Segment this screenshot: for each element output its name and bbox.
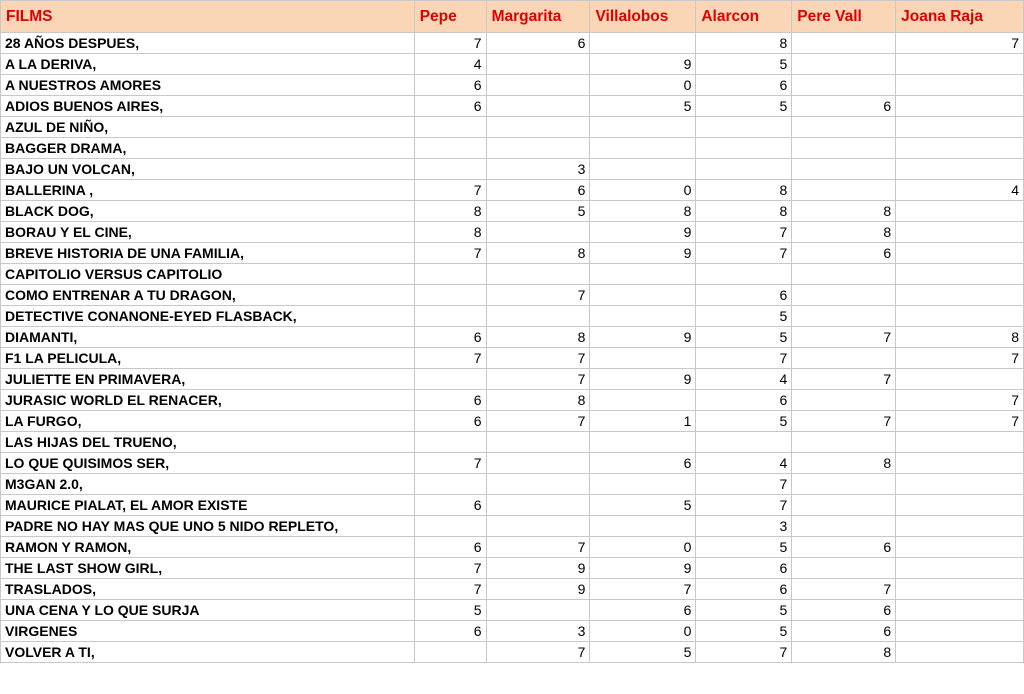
score-cell[interactable] [590, 348, 696, 369]
score-cell[interactable]: 7 [486, 285, 590, 306]
score-cell[interactable]: 5 [590, 495, 696, 516]
header-row [1, 1, 1024, 33]
score-cell[interactable]: 6 [696, 558, 792, 579]
table-row [1, 285, 1024, 306]
table-row [1, 117, 1024, 138]
score-cell[interactable]: 9 [590, 327, 696, 348]
score-cell[interactable]: 6 [696, 579, 792, 600]
score-cell[interactable] [792, 75, 896, 96]
score-cell[interactable] [896, 159, 1024, 180]
score-cell[interactable] [792, 558, 896, 579]
score-cell[interactable]: 6 [792, 537, 896, 558]
score-cell[interactable] [486, 117, 590, 138]
score-cell[interactable] [414, 642, 486, 663]
score-cell[interactable] [486, 75, 590, 96]
score-cell[interactable]: 3 [486, 159, 590, 180]
film-title-cell[interactable]: DETECTIVE CONANONE-EYED FLASBACK, [1, 306, 415, 327]
score-cell[interactable]: 6 [414, 327, 486, 348]
score-cell[interactable] [792, 432, 896, 453]
film-title-cell[interactable]: COMO ENTRENAR A TU DRAGON, [1, 285, 415, 306]
score-cell[interactable]: 8 [792, 201, 896, 222]
table-row [1, 579, 1024, 600]
header-cell-films[interactable]: FILMS [1, 1, 415, 33]
score-cell[interactable]: 7 [792, 579, 896, 600]
table-row [1, 327, 1024, 348]
table-row [1, 537, 1024, 558]
score-cell[interactable]: 4 [696, 369, 792, 390]
score-cell[interactable] [414, 285, 486, 306]
film-title-cell[interactable]: AZUL DE NIÑO, [1, 117, 415, 138]
score-cell[interactable]: 6 [696, 285, 792, 306]
score-cell[interactable]: 0 [590, 537, 696, 558]
score-cell[interactable]: 5 [696, 600, 792, 621]
score-cell[interactable] [896, 579, 1024, 600]
score-cell[interactable] [896, 54, 1024, 75]
header-cell-joana-raja[interactable]: Joana Raja [896, 1, 1024, 33]
score-cell[interactable] [486, 432, 590, 453]
score-cell[interactable] [486, 264, 590, 285]
score-cell[interactable]: 5 [696, 411, 792, 432]
score-cell[interactable]: 7 [696, 222, 792, 243]
score-cell[interactable] [486, 306, 590, 327]
film-title-cell[interactable]: JULIETTE EN PRIMAVERA, [1, 369, 415, 390]
score-cell[interactable]: 3 [486, 621, 590, 642]
table-row [1, 243, 1024, 264]
film-title-cell[interactable]: A LA DERIVA, [1, 54, 415, 75]
score-cell[interactable] [590, 306, 696, 327]
score-cell[interactable] [896, 222, 1024, 243]
score-cell[interactable] [414, 516, 486, 537]
table-row [1, 474, 1024, 495]
header-cell-pere-vall[interactable]: Pere Vall [792, 1, 896, 33]
table-row [1, 75, 1024, 96]
score-cell[interactable]: 6 [696, 390, 792, 411]
score-cell[interactable]: 6 [792, 621, 896, 642]
score-cell[interactable] [896, 516, 1024, 537]
score-cell[interactable] [414, 138, 486, 159]
score-cell[interactable]: 8 [896, 327, 1024, 348]
score-cell[interactable]: 4 [896, 180, 1024, 201]
table-row [1, 348, 1024, 369]
score-cell[interactable] [590, 432, 696, 453]
score-cell[interactable] [696, 138, 792, 159]
score-cell[interactable]: 7 [896, 390, 1024, 411]
score-cell[interactable] [486, 600, 590, 621]
score-cell[interactable]: 7 [414, 180, 486, 201]
score-cell[interactable] [414, 306, 486, 327]
score-cell[interactable]: 6 [414, 75, 486, 96]
table-row [1, 642, 1024, 663]
score-cell[interactable]: 7 [486, 348, 590, 369]
film-title-cell[interactable]: BLACK DOG, [1, 201, 415, 222]
score-cell[interactable]: 7 [486, 642, 590, 663]
table-row [1, 222, 1024, 243]
table-row [1, 264, 1024, 285]
score-cell[interactable]: 6 [792, 96, 896, 117]
score-cell[interactable]: 7 [414, 33, 486, 54]
score-cell[interactable]: 7 [414, 558, 486, 579]
film-title-cell[interactable]: LO QUE QUISIMOS SER, [1, 453, 415, 474]
score-cell[interactable]: 9 [590, 558, 696, 579]
score-cell[interactable] [486, 138, 590, 159]
score-cell[interactable]: 6 [414, 537, 486, 558]
score-cell[interactable] [486, 474, 590, 495]
score-cell[interactable] [792, 348, 896, 369]
score-cell[interactable] [414, 159, 486, 180]
film-title-cell[interactable]: LA FURGO, [1, 411, 415, 432]
film-title-cell[interactable]: JURASIC WORLD EL RENACER, [1, 390, 415, 411]
score-cell[interactable]: 7 [792, 411, 896, 432]
score-cell[interactable] [792, 54, 896, 75]
score-cell[interactable]: 5 [696, 54, 792, 75]
score-cell[interactable]: 7 [414, 243, 486, 264]
score-cell[interactable]: 7 [414, 579, 486, 600]
score-cell[interactable]: 0 [590, 75, 696, 96]
table-row [1, 600, 1024, 621]
film-title-cell[interactable]: DIAMANTI, [1, 327, 415, 348]
score-cell[interactable] [896, 369, 1024, 390]
score-cell[interactable]: 8 [486, 243, 590, 264]
score-cell[interactable]: 7 [486, 537, 590, 558]
score-cell[interactable] [896, 600, 1024, 621]
film-title-cell[interactable]: BAGGER DRAMA, [1, 138, 415, 159]
score-cell[interactable] [896, 201, 1024, 222]
table-row [1, 411, 1024, 432]
score-cell[interactable]: 5 [590, 96, 696, 117]
score-cell[interactable]: 5 [486, 201, 590, 222]
score-cell[interactable]: 8 [590, 201, 696, 222]
film-title-cell[interactable]: UNA CENA Y LO QUE SURJA [1, 600, 415, 621]
score-cell[interactable] [486, 453, 590, 474]
film-title-cell[interactable]: BALLERINA , [1, 180, 415, 201]
score-cell[interactable]: 7 [696, 474, 792, 495]
table-row [1, 138, 1024, 159]
score-cell[interactable]: 7 [896, 33, 1024, 54]
table-row [1, 369, 1024, 390]
score-cell[interactable]: 5 [590, 642, 696, 663]
score-cell[interactable]: 6 [696, 75, 792, 96]
score-cell[interactable] [896, 621, 1024, 642]
score-cell[interactable]: 7 [896, 348, 1024, 369]
score-cell[interactable] [792, 516, 896, 537]
table-row [1, 390, 1024, 411]
table-row [1, 516, 1024, 537]
score-cell[interactable] [896, 96, 1024, 117]
film-title-cell[interactable]: M3GAN 2.0, [1, 474, 415, 495]
score-cell[interactable] [896, 138, 1024, 159]
score-cell[interactable]: 7 [486, 411, 590, 432]
film-title-cell[interactable]: TRASLADOS, [1, 579, 415, 600]
score-cell[interactable]: 7 [696, 642, 792, 663]
score-cell[interactable]: 7 [590, 579, 696, 600]
score-cell[interactable] [792, 159, 896, 180]
film-title-cell[interactable]: PADRE NO HAY MAS QUE UNO 5 NIDO REPLETO, [1, 516, 415, 537]
score-cell[interactable] [896, 432, 1024, 453]
score-cell[interactable]: 9 [590, 369, 696, 390]
score-cell[interactable]: 9 [590, 222, 696, 243]
score-cell[interactable] [792, 474, 896, 495]
score-cell[interactable]: 4 [696, 453, 792, 474]
score-cell[interactable] [590, 474, 696, 495]
score-cell[interactable] [896, 453, 1024, 474]
score-cell[interactable] [590, 516, 696, 537]
score-cell[interactable] [896, 558, 1024, 579]
score-cell[interactable] [696, 264, 792, 285]
score-cell[interactable] [896, 306, 1024, 327]
score-cell[interactable] [486, 96, 590, 117]
score-cell[interactable]: 8 [486, 327, 590, 348]
score-cell[interactable]: 5 [696, 621, 792, 642]
score-cell[interactable] [896, 75, 1024, 96]
score-cell[interactable]: 7 [792, 369, 896, 390]
table-row [1, 159, 1024, 180]
score-cell[interactable]: 7 [696, 243, 792, 264]
score-cell[interactable] [792, 306, 896, 327]
score-cell[interactable]: 5 [696, 96, 792, 117]
table-row [1, 180, 1024, 201]
table-row [1, 453, 1024, 474]
score-cell[interactable]: 9 [590, 54, 696, 75]
score-cell[interactable]: 6 [414, 621, 486, 642]
score-cell[interactable]: 9 [486, 579, 590, 600]
score-cell[interactable] [486, 495, 590, 516]
film-title-cell[interactable]: VOLVER A TI, [1, 642, 415, 663]
score-cell[interactable] [792, 264, 896, 285]
score-cell[interactable]: 6 [414, 390, 486, 411]
score-cell[interactable]: 9 [486, 558, 590, 579]
score-cell[interactable] [896, 537, 1024, 558]
score-cell[interactable]: 8 [792, 642, 896, 663]
header-cell-alarcon[interactable]: Alarcon [696, 1, 792, 33]
score-cell[interactable] [896, 285, 1024, 306]
score-cell[interactable]: 6 [590, 453, 696, 474]
score-cell[interactable] [486, 54, 590, 75]
score-cell[interactable] [792, 285, 896, 306]
score-cell[interactable]: 3 [696, 516, 792, 537]
score-cell[interactable]: 8 [792, 453, 896, 474]
film-title-cell[interactable]: THE LAST SHOW GIRL, [1, 558, 415, 579]
score-cell[interactable]: 6 [414, 411, 486, 432]
score-cell[interactable]: 8 [696, 33, 792, 54]
score-cell[interactable]: 6 [486, 33, 590, 54]
table-row [1, 306, 1024, 327]
score-cell[interactable] [590, 390, 696, 411]
score-cell[interactable] [896, 243, 1024, 264]
table-row [1, 621, 1024, 642]
film-title-cell[interactable]: VIRGENES [1, 621, 415, 642]
score-cell[interactable]: 6 [414, 495, 486, 516]
table-row [1, 96, 1024, 117]
table-row [1, 33, 1024, 54]
film-title-cell[interactable]: RAMON Y RAMON, [1, 537, 415, 558]
score-cell[interactable] [792, 33, 896, 54]
score-cell[interactable]: 7 [896, 411, 1024, 432]
score-cell[interactable]: 4 [414, 54, 486, 75]
header-cell-villalobos[interactable]: Villalobos [590, 1, 696, 33]
score-cell[interactable] [590, 33, 696, 54]
score-cell[interactable]: 8 [696, 201, 792, 222]
score-cell[interactable]: 7 [486, 369, 590, 390]
score-cell[interactable]: 8 [696, 180, 792, 201]
score-cell[interactable]: 6 [590, 600, 696, 621]
score-cell[interactable] [590, 138, 696, 159]
score-cell[interactable]: 7 [792, 327, 896, 348]
score-cell[interactable] [696, 117, 792, 138]
film-title-cell[interactable]: ADIOS BUENOS AIRES, [1, 96, 415, 117]
table-row [1, 432, 1024, 453]
film-title-cell[interactable]: LAS HIJAS DEL TRUENO, [1, 432, 415, 453]
header-cell-pepe[interactable]: Pepe [414, 1, 486, 33]
table-row [1, 495, 1024, 516]
table-row [1, 558, 1024, 579]
film-title-cell[interactable]: BAJO UN VOLCAN, [1, 159, 415, 180]
score-cell[interactable]: 0 [590, 621, 696, 642]
score-cell[interactable] [792, 138, 896, 159]
film-title-cell[interactable]: 28 AÑOS DESPUES, [1, 33, 415, 54]
score-cell[interactable]: 7 [414, 348, 486, 369]
header-cell-margarita[interactable]: Margarita [486, 1, 590, 33]
score-cell[interactable]: 6 [792, 600, 896, 621]
score-cell[interactable]: 7 [414, 453, 486, 474]
score-cell[interactable] [590, 264, 696, 285]
table-row [1, 54, 1024, 75]
score-cell[interactable]: 7 [696, 348, 792, 369]
score-cell[interactable] [414, 474, 486, 495]
score-cell[interactable]: 8 [486, 390, 590, 411]
score-cell[interactable]: 5 [414, 600, 486, 621]
score-cell[interactable] [414, 369, 486, 390]
score-cell[interactable] [896, 642, 1024, 663]
score-cell[interactable] [896, 117, 1024, 138]
score-cell[interactable]: 5 [696, 327, 792, 348]
score-cell[interactable] [414, 264, 486, 285]
score-cell[interactable]: 8 [792, 222, 896, 243]
score-cell[interactable]: 5 [696, 537, 792, 558]
film-title-cell[interactable]: BORAU Y EL CINE, [1, 222, 415, 243]
sheet-body [1, 33, 1024, 663]
score-cell[interactable] [896, 495, 1024, 516]
score-cell[interactable]: 0 [590, 180, 696, 201]
score-cell[interactable]: 8 [414, 222, 486, 243]
score-cell[interactable]: 6 [792, 243, 896, 264]
score-cell[interactable] [486, 516, 590, 537]
score-cell[interactable]: 6 [486, 180, 590, 201]
score-cell[interactable] [792, 495, 896, 516]
table-row [1, 201, 1024, 222]
score-cell[interactable]: 8 [414, 201, 486, 222]
score-cell[interactable] [414, 117, 486, 138]
score-cell[interactable] [696, 159, 792, 180]
score-cell[interactable] [792, 180, 896, 201]
film-title-cell[interactable]: F1 LA PELICULA, [1, 348, 415, 369]
score-cell[interactable] [590, 285, 696, 306]
score-cell[interactable] [896, 474, 1024, 495]
score-cell[interactable] [792, 117, 896, 138]
score-cell[interactable]: 9 [590, 243, 696, 264]
score-cell[interactable] [590, 117, 696, 138]
film-title-cell[interactable]: MAURICE PIALAT, EL AMOR EXISTE [1, 495, 415, 516]
film-title-cell[interactable]: A NUESTROS AMORES [1, 75, 415, 96]
score-cell[interactable]: 7 [696, 495, 792, 516]
score-cell[interactable] [896, 264, 1024, 285]
score-cell[interactable]: 5 [696, 306, 792, 327]
film-title-cell[interactable]: BREVE HISTORIA DE UNA FAMILIA, [1, 243, 415, 264]
score-cell[interactable]: 1 [590, 411, 696, 432]
score-cell[interactable] [414, 432, 486, 453]
score-cell[interactable] [590, 159, 696, 180]
score-cell[interactable] [486, 222, 590, 243]
film-title-cell[interactable]: CAPITOLIO VERSUS CAPITOLIO [1, 264, 415, 285]
score-cell[interactable] [696, 432, 792, 453]
score-cell[interactable]: 6 [414, 96, 486, 117]
score-cell[interactable] [792, 390, 896, 411]
